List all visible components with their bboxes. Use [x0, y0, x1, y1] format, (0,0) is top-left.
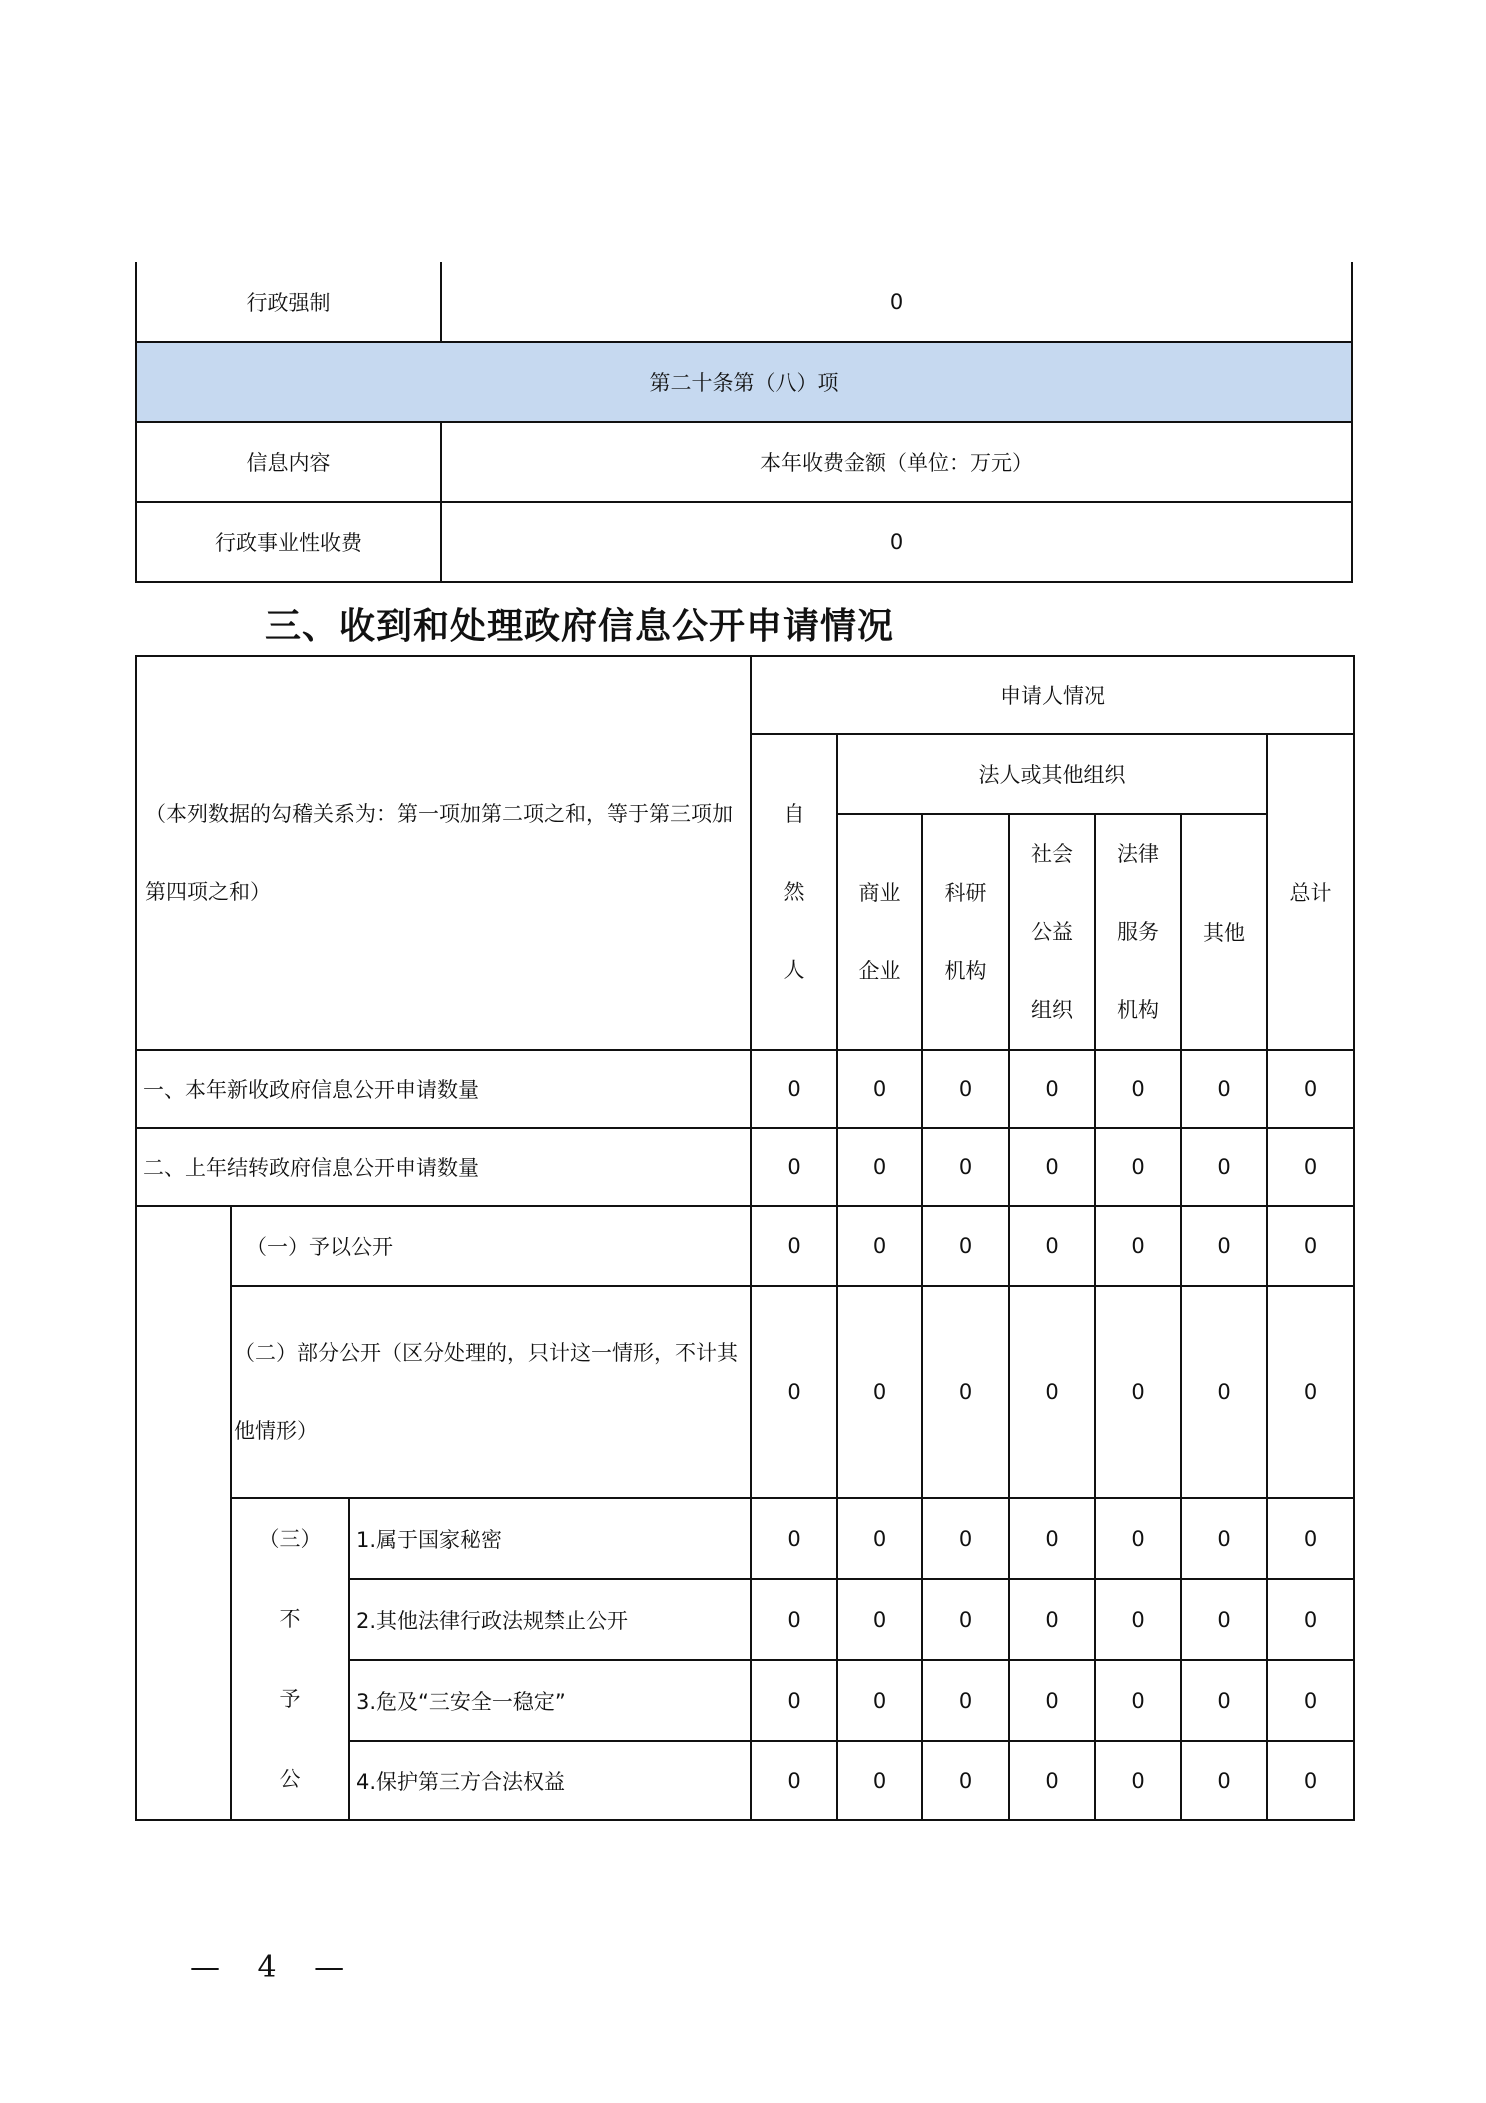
header-natural-person: 自然人: [751, 734, 837, 1050]
header-research: 科研机构: [922, 814, 1009, 1050]
cell: 0: [751, 1286, 837, 1498]
header-applicant-info: 申请人情况: [751, 656, 1354, 734]
cell: 0: [1009, 1128, 1095, 1206]
cell: 0: [751, 1050, 837, 1128]
cell: 0: [1267, 1741, 1354, 1820]
table-row: [136, 1286, 1354, 1498]
header-legal-group: 法人或其他组织: [837, 734, 1267, 814]
header-business: 商业企业: [837, 814, 922, 1050]
cell: 0: [1181, 1660, 1267, 1741]
row-label: 3.危及“三安全一稳定”: [349, 1660, 751, 1741]
row-label: （二）部分公开（区分处理的，只计这一情形，不计其他情形）: [231, 1286, 751, 1498]
table-row: [136, 1206, 1354, 1286]
cell: 0: [751, 1579, 837, 1660]
cell: 0: [837, 1579, 922, 1660]
cell: 0: [1181, 1050, 1267, 1128]
cell: 0: [1009, 1741, 1095, 1820]
cell: 0: [1181, 1206, 1267, 1286]
cell: 0: [1095, 1579, 1181, 1660]
cell: 0: [1009, 1050, 1095, 1128]
row-label: 行政事业性收费: [136, 502, 441, 582]
cell: 0: [1267, 1579, 1354, 1660]
header-row: [136, 656, 1354, 734]
row-label: 一、本年新收政府信息公开申请数量: [136, 1050, 751, 1128]
cell: 0: [1267, 1660, 1354, 1741]
cell: 0: [1267, 1206, 1354, 1286]
header-public-welfare: 社会公益组织: [1009, 814, 1095, 1050]
table-row: [136, 1498, 1354, 1579]
table-row: [136, 422, 1352, 502]
cell: 0: [1009, 1579, 1095, 1660]
table-row: [136, 1128, 1354, 1206]
withheld-label-part: （三）: [258, 1527, 322, 1551]
cell: 0: [1181, 1286, 1267, 1498]
withheld-group-label: [231, 1498, 349, 1820]
cell: 0: [1267, 1128, 1354, 1206]
row-value: 0: [441, 502, 1352, 582]
cell: 0: [922, 1498, 1009, 1579]
cell: 0: [837, 1660, 922, 1741]
row-label: （一）予以公开: [231, 1206, 751, 1286]
withheld-label-part: 公: [279, 1767, 301, 1791]
cell: 0: [837, 1741, 922, 1820]
cell: 0: [751, 1660, 837, 1741]
row-label: 2.其他法律行政法规禁止公开: [349, 1579, 751, 1660]
cell: 0: [837, 1286, 922, 1498]
section-title: 第二十条第（八）项: [136, 342, 1352, 422]
cell: 0: [1009, 1286, 1095, 1498]
page-number: — 4 —: [190, 1950, 359, 1985]
withheld-label-part: 不: [279, 1607, 301, 1631]
cell: 0: [922, 1050, 1009, 1128]
row-label: 二、上年结转政府信息公开申请数量: [136, 1128, 751, 1206]
cell: 0: [1095, 1498, 1181, 1579]
header-other: 其他: [1181, 814, 1267, 1050]
cell: 0: [837, 1128, 922, 1206]
header-legal-service: 法律服务机构: [1095, 814, 1181, 1050]
upper-table: [135, 262, 1353, 583]
section-heading: 三、收到和处理政府信息公开申请情况: [265, 606, 895, 647]
cell: 0: [922, 1741, 1009, 1820]
header-total: 总计: [1267, 734, 1354, 1050]
row-label: 行政强制: [136, 262, 441, 342]
row-label: 信息内容: [136, 422, 441, 502]
cell: 0: [922, 1206, 1009, 1286]
table-row: [136, 502, 1352, 582]
withheld-label-part: 予: [279, 1687, 301, 1711]
cell: 0: [1267, 1050, 1354, 1128]
applications-table: [135, 655, 1355, 1821]
table-row: [136, 262, 1352, 342]
cell: 0: [922, 1660, 1009, 1741]
cell: 0: [1181, 1498, 1267, 1579]
cell: 0: [751, 1741, 837, 1820]
cell: 0: [751, 1498, 837, 1579]
cell: 0: [1095, 1741, 1181, 1820]
cell: 0: [1181, 1741, 1267, 1820]
cell: 0: [1095, 1050, 1181, 1128]
cell: 0: [751, 1206, 837, 1286]
cell: 0: [1095, 1128, 1181, 1206]
cell: 0: [1095, 1286, 1181, 1498]
row-value: 本年收费金额（单位：万元）: [441, 422, 1352, 502]
table-row: [136, 1050, 1354, 1128]
cell: 0: [1095, 1206, 1181, 1286]
cell: 0: [1181, 1128, 1267, 1206]
cell: 0: [1267, 1498, 1354, 1579]
section-row: [136, 342, 1352, 422]
cell: 0: [922, 1128, 1009, 1206]
cell: 0: [837, 1498, 922, 1579]
cell: 0: [1267, 1286, 1354, 1498]
cell: 0: [1009, 1206, 1095, 1286]
cell: 0: [837, 1206, 922, 1286]
cell: 0: [922, 1579, 1009, 1660]
cell: 0: [1009, 1660, 1095, 1741]
cell: 0: [1095, 1660, 1181, 1741]
outcome-group-blank: [136, 1206, 231, 1820]
consistency-note: （本列数据的勾稽关系为：第一项加第二项之和，等于第三项加第四项之和）: [136, 656, 751, 1050]
row-label: 1.属于国家秘密: [349, 1498, 751, 1579]
row-label: 4.保护第三方合法权益: [349, 1741, 751, 1820]
cell: 0: [922, 1286, 1009, 1498]
cell: 0: [1009, 1498, 1095, 1579]
cell: 0: [751, 1128, 837, 1206]
cell: 0: [837, 1050, 922, 1128]
row-value: 0: [441, 262, 1352, 342]
cell: 0: [1181, 1579, 1267, 1660]
